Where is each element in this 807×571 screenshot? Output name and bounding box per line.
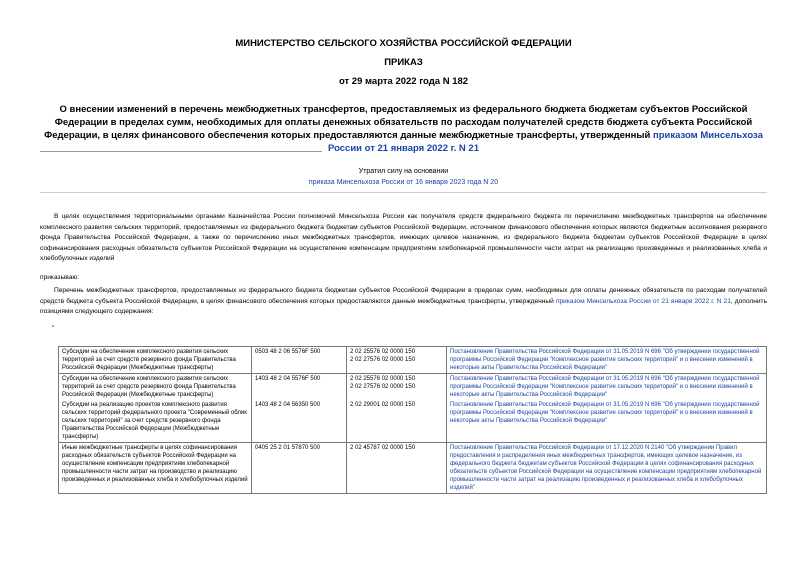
budget-code-cell: 0405 25 2 01 57870 500 <box>252 443 347 494</box>
legal-basis-cell[interactable]: Постановление Правительства Российской Федерации от 31.05.2019 N 696 "Об утверждении государственной программы Российской Федерации "Комплексное развитие сельских территорий" и о внесении изменений в некоторые акты Правительства Российской Федерации" <box>447 400 767 443</box>
transfer-name-cell: Субсидии на обеспечение комплексного развития сельских территорий за счет средств резервного фонда Правительства Российской Федерации (Межбюджетные трансферты) <box>59 374 252 401</box>
divider-short <box>40 151 322 152</box>
quote-mark: " <box>52 325 55 332</box>
order-paragraph-link[interactable]: приказом Минсельхоза России от 21 января 2022 г. N 21 <box>555 297 731 305</box>
legal-basis-cell[interactable]: Постановление Правительства Российской Федерации от 31.05.2019 N 696 "Об утверждении государственной программы Российской Федерации "Комплексное развитие сельских территорий" и о внесении изменений в некоторые акты Правительства Российской Федерации" <box>447 347 767 374</box>
table-row <box>59 374 767 401</box>
title-text: О внесении изменений в перечень межбюджетных трансфертов, предоставляемых из федерального бюджета бюджетам субъектов Российской Федерации в пределах сумм, необходимых для оплаты денежных обязательств по расходам получателей средств бюджета субъекта Российской Федерации, в целях финансового обеспечения которых предоставляются данные межбюджетные трансферты, утвержденный <box>44 104 753 141</box>
income-code-cell: 2 02 29001 02 0000 150 <box>347 400 447 443</box>
transfer-name-cell: Субсидии на реализацию проектов комплексного развития сельских территорий федерального проекта "Современный облик сельских территорий" за счет средств резервного фонда Правительства Российской Федерации (Межбюджетные трансферты) <box>59 400 252 443</box>
order-paragraph <box>40 286 767 318</box>
title-link[interactable]: приказом Минсельхоза России от 21 января 2022 г. N 21 <box>328 130 763 154</box>
preamble-paragraph: В целях осуществления территориальными органами Казначейства России полномочий Минсельхоза России как получателя средств федерального бюджета по перечислению межбюджетных трансфертов на обеспечение комплексного развития сельских территорий, предоставляемых из федерального бюджета бюджетам субъектов Российской Федерации, источником финансового обеспечения которых являются бюджетные ассигнования резервного фонда Правительства Российской Федерации, а также по перечислению иных межбюджетных трансфертов, имеющих целевое назначение, из федерального бюджета бюджетам субъектов Российской Федерации в целях софинансирования расходных обязательств субъектов Российской Федерации на осуществление компенсации предприятиям хлебопекарной промышленности части затрат на реализацию произведенных и реализованных хлеба и хлебобулочных изделий <box>40 213 767 262</box>
transfer-name-cell: Субсидии на обеспечение комплексного развития сельских территорий за счет средств резервного фонда Правительства Российской Федерации (Межбюджетные трансферты) <box>59 347 252 374</box>
income-code-cell: 2 02 45787 02 0000 150 <box>347 443 447 494</box>
order-paragraph-text: Перечень межбюджетных трансфертов, предоставляемых из федерального бюджета бюджетам субъектов Российской Федерации в пределах сумм, необходимых для оплаты денежных обязательств по расходам получателей средств бюджета субъекта Российской Федерации, в целях финансового обеспечения которых предоставляются данные межбюджетные трансферты, утвержденный <box>40 287 767 305</box>
legal-basis-cell[interactable]: Постановление Правительства Российской Федерации от 31.05.2019 N 696 "Об утверждении государственной программы Российской Федерации "Комплексное развитие сельских территорий" и о внесении изменений в некоторые акты Правительства Российской Федерации" <box>447 374 767 401</box>
legal-basis-cell[interactable]: Постановление Правительства Российской Федерации от 17.12.2020 N 2140 "Об утверждении Правил предоставления и распределения иных межбюджетных трансфертов, имеющих целевое назначение, из федерального бюджета бюджетам субъектов Российской Федерации в целях софинансирования расходных обязательств субъектов Российской Федерации на осуществление компенсации предприятиям хлебопекарной промышленности части затрат на реализацию произведенных и реализованных хлеба и хлебобулочных изделий" <box>447 443 767 494</box>
order-paragraph-tail: , дополнить позициями следующего содержания: <box>40 297 768 315</box>
table-row <box>59 347 767 374</box>
document-date: от 29 марта 2022 года N 182 <box>338 76 469 87</box>
ordered-line: приказываю: <box>40 274 80 281</box>
table-row <box>59 443 767 494</box>
divider-full <box>40 192 767 193</box>
document-title <box>40 103 767 155</box>
ministry-name: МИНИСТЕРСТВО СЕЛЬСКОГО ХОЗЯЙСТВА РОССИЙСКОЙ ФЕДЕРАЦИИ <box>235 38 572 49</box>
table-row <box>59 400 767 443</box>
transfers-table <box>58 346 767 494</box>
income-code-cell: 2 02 25576 02 0000 150 2 02 27576 02 0000 150 <box>347 374 447 401</box>
budget-code-cell: 0503 48 2 06 5576F 500 <box>252 347 347 374</box>
document-type: ПРИКАЗ <box>384 57 423 68</box>
budget-code-cell: 1403 48 2 04 5576F 500 <box>252 374 347 401</box>
income-code-cell: 2 02 25576 02 0000 150 2 02 27576 02 0000 150 <box>347 347 447 374</box>
lost-force-label: Утратил силу на основании <box>358 168 449 175</box>
budget-code-cell: 1403 48 2 04 56350 500 <box>252 400 347 443</box>
lost-force-link[interactable]: приказа Минсельхоза России от 16 января 2023 года N 20 <box>308 179 499 186</box>
transfer-name-cell: Иные межбюджетные трансферты в целях софинансирования расходных обязательств субъектов Российской Федерации на осуществление компенсации предприятиям хлебопекарной промышленности части затрат на производство и реализацию произведенных и реализованных хлеба и хлебобулочных изделий <box>59 443 252 494</box>
lost-force-note <box>220 166 587 188</box>
